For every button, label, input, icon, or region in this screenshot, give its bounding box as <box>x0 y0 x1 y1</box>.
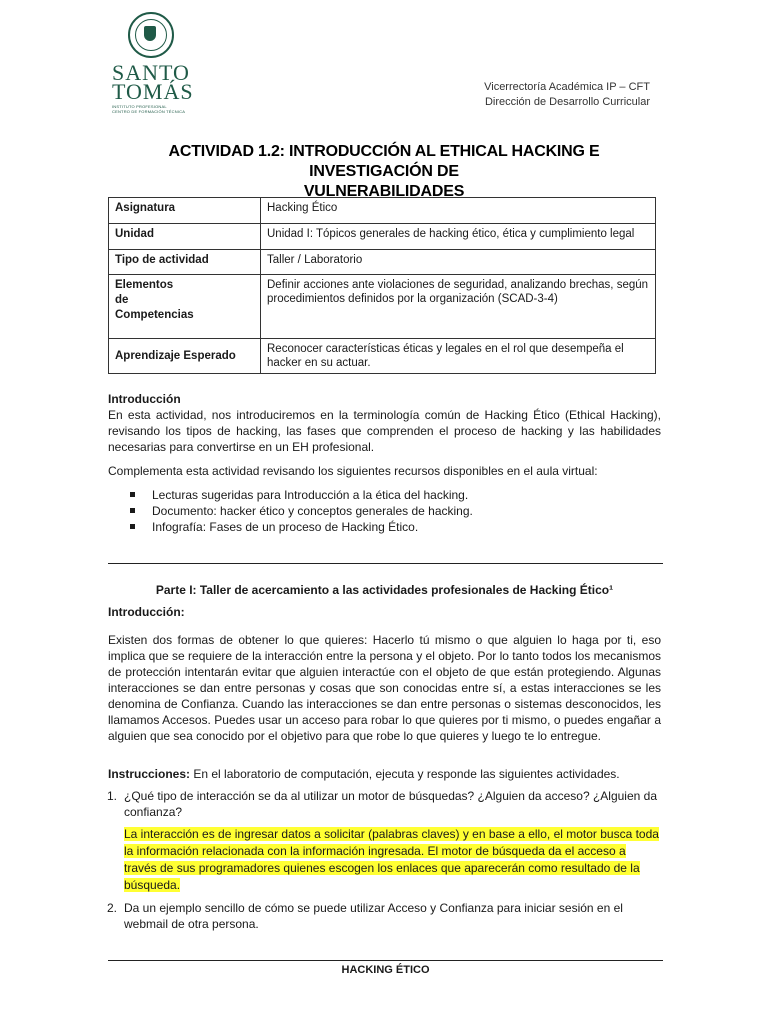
part1-title: Parte I: Taller de acercamiento a las actividades profesionales de Hacking Ético¹ <box>155 583 614 597</box>
logo-name <box>112 60 196 104</box>
logo-name-line1: SANTO <box>112 60 190 85</box>
logo-subtitle-line1: INSTITUTO PROFESIONAL <box>112 104 167 109</box>
row-label-text: Elementos de Competencias <box>115 279 194 321</box>
logo-subtitle-line2: CENTRO DE FORMACIÓN TÉCNICA <box>112 109 186 114</box>
table-row <box>109 250 656 275</box>
question-number: 1. <box>107 789 118 803</box>
table-row <box>109 224 656 250</box>
intro-complement: Complementa esta actividad revisando los siguientes recursos disponibles en el aula virtual: <box>108 464 598 478</box>
intro-heading: Introducción <box>108 392 181 406</box>
table-row <box>109 275 656 339</box>
row-value: Taller / Laboratorio <box>261 250 656 275</box>
row-label: Aprendizaje Esperado <box>109 339 261 374</box>
question-number: 2. <box>107 901 118 915</box>
title-line1: ACTIVIDAD 1.2: INTRODUCCIÓN AL ETHICAL HACKING E INVESTIGACIÓN DE <box>168 143 600 180</box>
intro-paragraph: En esta actividad, nos introduciremos en la terminología común de Hacking Ético (Ethical Hacking), revisando los tipos de hacking, las fases que comprenden el proceso de hacking y las habilidades necesarias para convertirse en un EH profesional. <box>108 408 661 454</box>
instructions-text: En el laboratorio de computación, ejecuta y responde las siguientes actividades. <box>190 767 620 781</box>
question-item <box>108 900 661 932</box>
part1-intro-heading: Introducción: <box>108 605 185 619</box>
question-item <box>108 788 661 820</box>
answer-text: La interacción es de ingresar datos a solicitar (palabras claves) y en base a ello, el motor busca toda la información relacionada con la información ingresada. El motor de búsqueda da el acceso a través de sus programadores quienes escogen los enlaces que aparecerán como resultado de la búsqueda. <box>124 827 659 892</box>
part1-body <box>108 604 661 932</box>
title-line2: VULNERABILIDADES <box>303 183 465 200</box>
instructions <box>108 766 661 782</box>
header-line1: Vicerrectoría Académica IP – CFT <box>484 81 650 93</box>
instructions-label: Instrucciones: <box>108 767 191 781</box>
santo-tomas-logo <box>112 12 196 114</box>
row-value: Hacking Ético <box>261 198 656 224</box>
introduction-section <box>108 391 661 535</box>
table-row <box>109 339 656 374</box>
logo-name-line2: TOMÁS <box>112 79 194 104</box>
resource-list <box>108 487 661 535</box>
question-list <box>108 788 661 820</box>
footer-divider <box>108 960 663 961</box>
question-text: ¿Qué tipo de interacción se da al utilizar un motor de búsquedas? ¿Alguien da acceso? ¿Alguien da confianza? <box>124 789 657 819</box>
row-label: Tipo de actividad <box>109 250 261 275</box>
logo-subtitle <box>112 104 196 114</box>
activity-info-table <box>108 197 656 374</box>
question-text: Da un ejemplo sencillo de cómo se puede utilizar Acceso y Confianza para iniciar sesión en el webmail de otra persona. <box>124 901 623 931</box>
row-label: Unidad <box>109 224 261 250</box>
part1-intro-text: Existen dos formas de obtener lo que quieres: Hacerlo tú mismo o que alguien lo haga por ti, eso implica que se requiere de la interacción entre la persona y el objeto. Por lo tanto todos los mecanismos de protección intentarán evitar que alguien interactúe con el objeto de que están protegiendo. Algunas interacciones se dan entre personas y cosas que son conocidas entre sí, a estas interacciones se les denomina de Confianza. Cuando las interacciones se dan entre personas o sistemas desconocidos, les llamamos Accesos. Puedes usar un acceso para robar lo que quieres por ti mismo, o puedes engañar a alguien que sea conocido por el objetivo para que robe lo que quieres y luego te lo entregue. <box>108 633 661 743</box>
page-footer: HACKING ÉTICO <box>341 964 430 976</box>
question-list <box>108 900 661 932</box>
table-row <box>109 198 656 224</box>
section-divider <box>108 563 663 564</box>
row-label <box>109 275 261 339</box>
row-value: Unidad I: Tópicos generales de hacking ético, ética y cumplimiento legal <box>261 224 656 250</box>
institution-header <box>484 80 650 110</box>
list-item: Lecturas sugeridas para Introducción a la ética del hacking. <box>108 487 661 503</box>
row-value: Definir acciones ante violaciones de seguridad, analizando brechas, según procedimientos definidos por la organización (SCAD-3-4) <box>261 275 656 339</box>
row-value: Reconocer características éticas y legales en el rol que desempeña el hacker en su actuar. <box>261 339 656 374</box>
seal-icon <box>128 12 174 58</box>
answer-highlight <box>124 826 661 894</box>
document-title <box>110 142 658 202</box>
list-item: Infografía: Fases de un proceso de Hacking Ético. <box>108 519 661 535</box>
row-label: Asignatura <box>109 198 261 224</box>
list-item: Documento: hacker ético y conceptos generales de hacking. <box>108 503 661 519</box>
header-line2: Dirección de Desarrollo Curricular <box>484 96 650 108</box>
